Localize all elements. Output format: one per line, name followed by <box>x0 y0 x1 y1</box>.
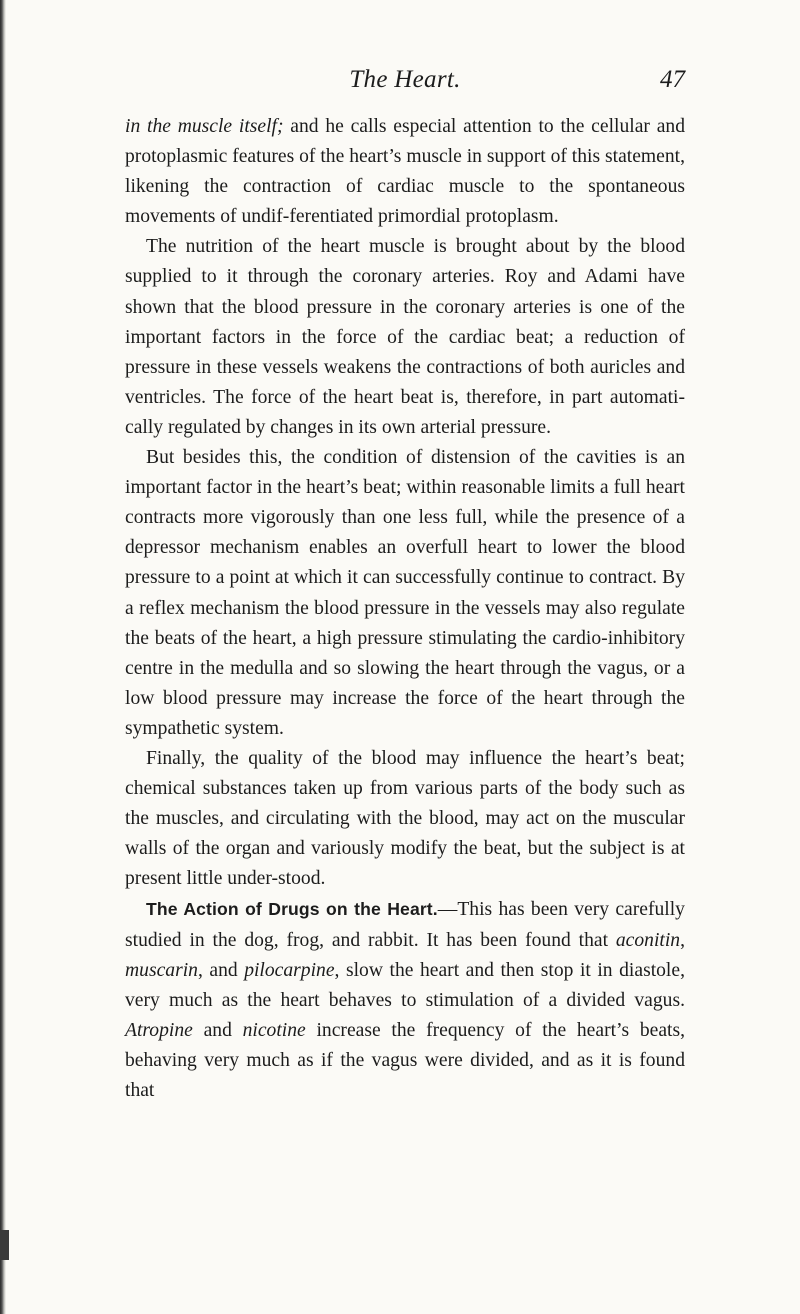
section-heading: The Action of Drugs on the Heart. <box>146 899 438 920</box>
paragraph-4: Finally, the quality of the blood may influence the heart’s beat; chemical substances taken up from various parts of the body such as the muscles, and circulating with the blood, may act on the muscular walls of the organ and variously modify the beat, but the subject is at present little under-stood. <box>125 747 685 890</box>
paragraph-5 <box>125 894 685 1106</box>
paragraph-1-lead-italic: in the muscle itself; <box>125 116 284 137</box>
paragraph-5-seg-5: and <box>192 1019 243 1041</box>
page-header <box>125 66 685 98</box>
drug-muscarin: muscarin <box>125 959 198 981</box>
paragraph-2: The nutrition of the heart muscle is brought about by the blood supplied to it through the coronary arteries. Roy and Adami have shown that the blood pressure in the coronary arteries is one of the important factors in the force of the cardiac beat; a reduction of pressure in these vessels weakens the contractions of both auricles and ventricles. The force of the heart beat is, therefore, in part automati-cally regulated by changes in its own arterial pressure. <box>125 236 685 438</box>
paragraph-5-seg-6: increase the frequency of the heart’s beats, behaving very much as if the vagus were divided, and as it is found that <box>125 1019 686 1101</box>
paragraph-5-seg-4: , slow the heart and then stop it in diastole, very much as the heart behaves to stimulation of a divided vagus. <box>125 959 685 1011</box>
paragraph-5-seg-2: , <box>680 929 685 951</box>
drug-nicotine: nicotine <box>242 1019 306 1041</box>
drug-aconitin: aconitin <box>615 929 681 951</box>
page-binding-edge <box>0 0 6 1314</box>
binding-mark <box>0 1230 9 1260</box>
paragraph-1 <box>125 112 685 232</box>
paragraph-3: But besides this, the condition of distension of the cavities is an important factor in the heart’s beat; within reasonable limits a full heart contracts more vigorously than one less full, while the presence of a depressor mechanism enables an overfull heart to lower the blood pressure to a point at which it can successfully continue to contract. By a reflex mechanism the blood pressure in the vessels may also regulate the beats of the heart, a high pressure stimulating the cardio-inhibitory centre in the medulla and so slowing the heart through the vagus, or a low blood pressure may increase the force of the heart through the sympathetic system. <box>125 447 685 739</box>
page-number: 47 <box>660 66 685 93</box>
running-title: The Heart. <box>349 66 461 93</box>
paragraph-5-seg-3: , and <box>197 959 245 981</box>
drug-pilocarpine: pilocarpine <box>244 959 335 981</box>
paragraph-1-text: and he calls especial attention to the cellular and protoplasmic features of the heart’s muscle in support of this statement, likening the contraction of cardiac muscle to the spontaneous movements of undif-ferentiated primordial protoplasm. <box>125 116 685 228</box>
body-text <box>125 112 685 1106</box>
drug-atropine: Atropine <box>125 1019 193 1041</box>
paragraph-5-seg-1: —This has been very carefully studied in the dog, frog, and rabbit. It has been found that <box>125 899 685 951</box>
